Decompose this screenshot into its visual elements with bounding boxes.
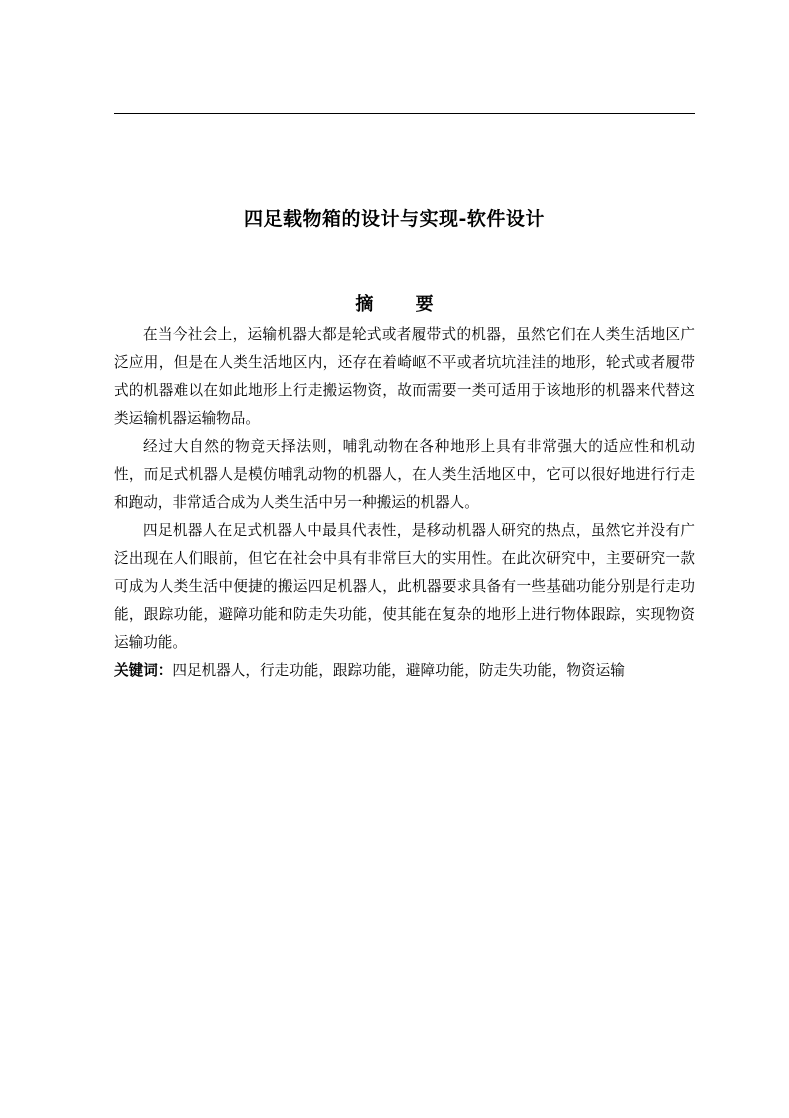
abstract-heading: 摘 要	[355, 294, 452, 315]
abstract-body	[114, 321, 695, 685]
keywords-label: 关键词：	[114, 662, 173, 679]
header-rule	[114, 113, 695, 114]
document-title: 四足载物箱的设计与实现-软件设计	[244, 208, 545, 230]
keywords-text: 四足机器人，行走功能，跟踪功能，避障功能，防走失功能，物资运输	[172, 662, 625, 679]
abstract-paragraph-3: 四足机器人在足式机器人中最具代表性，是移动机器人研究的热点，虽然它并没有广泛出现在人们眼前，但它在社会中具有非常巨大的实用性。在此次研究中，主要研究一款可成为人类生活中便捷的搬运四足机器人，此机器要求具备有一些基础功能分别是行走功能，跟踪功能，避障功能和防走失功能，使其能在复杂的地形上进行物体跟踪，实现物资运输功能。	[114, 522, 695, 651]
abstract-paragraph-2: 经过大自然的物竞天择法则，哺乳动物在各种地形上具有非常强大的适应性和机动性，而足式机器人是模仿哺乳动物的机器人，在人类生活地区中，它可以很好地进行行走和跑动，非常适合成为人类生活中另一种搬运的机器人。	[114, 438, 695, 511]
abstract-paragraph-1: 在当今社会上，运输机器大都是轮式或者履带式的机器，虽然它们在人类生活地区广泛应用，但是在人类生活地区内，还存在着崎岖不平或者坑坑洼洼的地形，轮式或者履带式的机器难以在如此地形上行走搬运物资，故而需要一类可适用于该地形的机器来代替这类运输机器运输物品。	[114, 326, 695, 427]
keywords-line	[114, 657, 695, 685]
